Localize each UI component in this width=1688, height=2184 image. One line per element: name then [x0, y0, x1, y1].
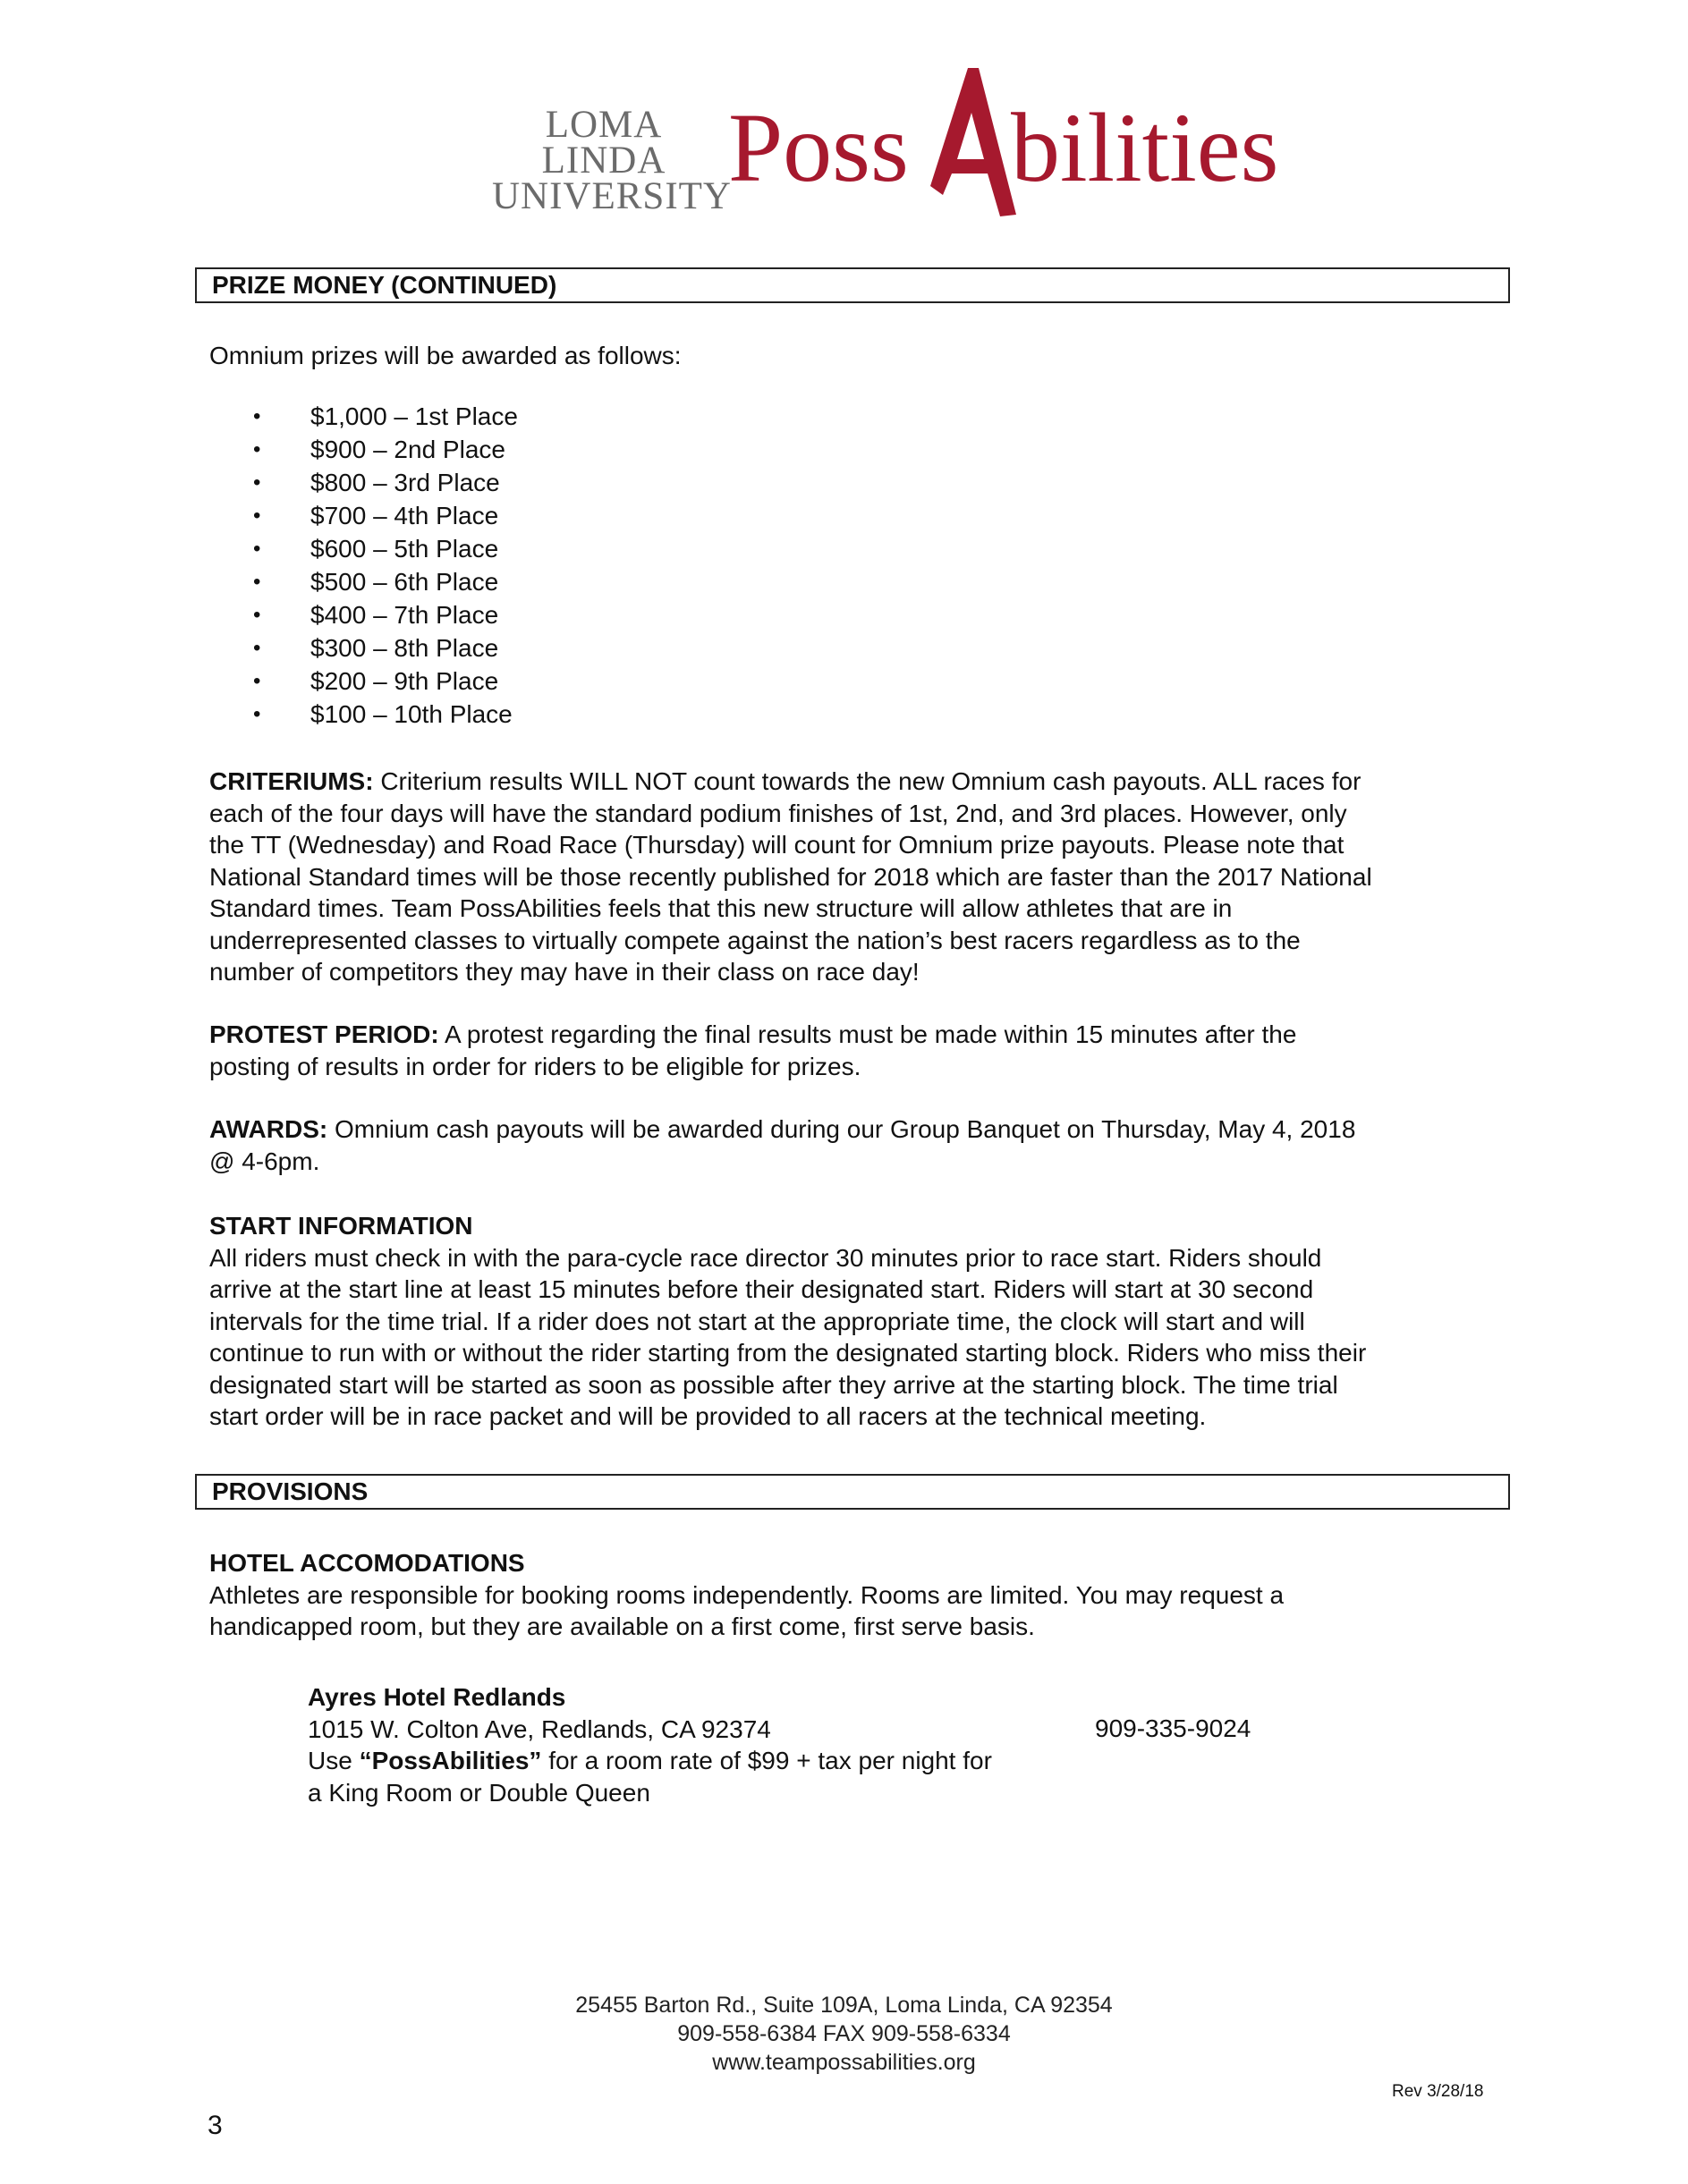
- footer-phones: 909-558-6384 FAX 909-558-6334: [677, 2021, 1011, 2046]
- criteriums-label: CRITERIUMS:: [209, 767, 374, 795]
- hotel-details: [308, 1681, 992, 1808]
- prize-item: • $300 – 8th Place: [253, 631, 518, 665]
- awards-line: Omnium cash payouts will be awarded during our Group Banquet on Thursday, May 4, 2018: [327, 1115, 1356, 1143]
- logo-bilities-text: bilities: [1011, 93, 1279, 202]
- hotel-promo-code: “PossAbilities”: [359, 1747, 542, 1774]
- protest-line: posting of results in order for riders to be eligible for prizes.: [209, 1052, 861, 1080]
- page-number: 3: [208, 2111, 223, 2140]
- criteriums-line: number of competitors they may have in their class on race day!: [209, 958, 920, 986]
- criteriums-paragraph: [209, 766, 1372, 988]
- awards-paragraph: [209, 1113, 1355, 1177]
- revision-date: Rev 3/28/18: [1392, 2082, 1484, 2101]
- prize-item: • $800 – 3rd Place: [253, 466, 518, 499]
- footer-address: 25455 Barton Rd., Suite 109A, Loma Linda, CA 92354: [575, 1993, 1113, 2018]
- omnium-intro: Omnium prizes will be awarded as follows:: [209, 342, 682, 369]
- prize-money-header: [195, 267, 1510, 303]
- prize-item: • $200 – 9th Place: [253, 665, 518, 698]
- provisions-title: PROVISIONS: [212, 1477, 369, 1505]
- possabilities-logo-graphic: [728, 63, 1279, 241]
- hotel-address: 1015 W. Colton Ave, Redlands, CA 92374: [308, 1714, 771, 1743]
- prize-item: • $1,000 – 1st Place: [253, 400, 518, 433]
- loma-linda-wordmark: [492, 104, 732, 217]
- start-information-heading: START INFORMATION: [209, 1212, 473, 1240]
- criteriums-line: Standard times. Team PossAbilities feels that this new structure will allow athletes that are in: [209, 894, 1233, 922]
- awards-line: @ 4-6pm.: [209, 1147, 320, 1175]
- hotel-accomodations: [209, 1547, 1284, 1643]
- header-logo: [492, 57, 1279, 236]
- criteriums-line: each of the four days will have the standard podium finishes of 1st, 2nd, and 3rd places. However, only: [209, 799, 1347, 827]
- start-information: [209, 1210, 1366, 1433]
- footer-address-block: [0, 1991, 1688, 2077]
- logo-line-1: LOMA LINDA: [541, 104, 666, 182]
- hotel-line: handicapped room, but they are available on a first come, first serve basis.: [209, 1613, 1035, 1640]
- hotel-name: Ayres Hotel Redlands: [308, 1683, 566, 1711]
- footer-website[interactable]: www.teampossabilities.org: [712, 2050, 976, 2075]
- prize-money-title: PRIZE MONEY (CONTINUED): [212, 271, 557, 299]
- criteriums-line: the TT (Wednesday) and Road Race (Thursday) will count for Omnium prize payouts. Please note that: [209, 831, 1344, 859]
- start-info-line: designated start will be started as soon as possible after they arrive at the starting block. The time trial: [209, 1370, 1338, 1399]
- possabilities-logo: [728, 63, 1279, 241]
- hotel-line: Athletes are responsible for booking rooms independently. Rooms are limited. You may request a: [209, 1580, 1285, 1609]
- hotel-code-post: for a room rate of $99 + tax per night for: [541, 1747, 992, 1774]
- logo-line-2: UNIVERSITY: [492, 175, 732, 217]
- hotel-room-line: a King Room or Double Queen: [308, 1778, 650, 1807]
- prize-item: • $500 – 6th Place: [253, 565, 518, 598]
- prize-item: • $100 – 10th Place: [253, 698, 518, 731]
- logo-big-a: [930, 68, 1016, 216]
- hotel-code-pre: Use: [308, 1747, 360, 1774]
- provisions-header: [195, 1474, 1510, 1510]
- hotel-phone: 909-335-9024: [1095, 1714, 1251, 1742]
- awards-label: AWARDS:: [209, 1115, 328, 1143]
- start-info-line: continue to run with or without the rider starting from the designated starting block. Riders who miss their: [209, 1339, 1367, 1367]
- protest-line: A protest regarding the final results must be made within 15 minutes after the: [438, 1020, 1297, 1048]
- prize-list: [253, 400, 518, 731]
- logo-poss-text: Poss: [728, 93, 909, 202]
- prize-item: • $900 – 2nd Place: [253, 433, 518, 466]
- prize-item: • $700 – 4th Place: [253, 499, 518, 532]
- prize-item: • $600 – 5th Place: [253, 532, 518, 565]
- prize-item: • $400 – 7th Place: [253, 598, 518, 631]
- criteriums-line: National Standard times will be those recently published for 2018 which are faster than the 2017 National: [209, 862, 1372, 891]
- start-info-line: intervals for the time trial. If a rider does not start at the appropriate time, the clock will start and will: [209, 1307, 1305, 1335]
- hotel-heading: HOTEL ACCOMODATIONS: [209, 1549, 525, 1577]
- criteriums-line: underrepresented classes to virtually compete against the nation’s best racers regardless as to the: [209, 926, 1301, 954]
- protest-paragraph: [209, 1019, 1296, 1082]
- start-info-line: start order will be in race packet and will be provided to all racers at the technical meeting.: [209, 1402, 1207, 1430]
- start-info-line: All riders must check in with the para-cycle race director 30 minutes prior to race start. Riders should: [209, 1243, 1322, 1272]
- protest-label: PROTEST PERIOD:: [209, 1020, 439, 1048]
- criteriums-line: Criterium results WILL NOT count towards the new Omnium cash payouts. ALL races for: [373, 767, 1361, 795]
- start-info-line: arrive at the start line at least 15 minutes before their designated start. Riders will start at 30 second: [209, 1275, 1314, 1303]
